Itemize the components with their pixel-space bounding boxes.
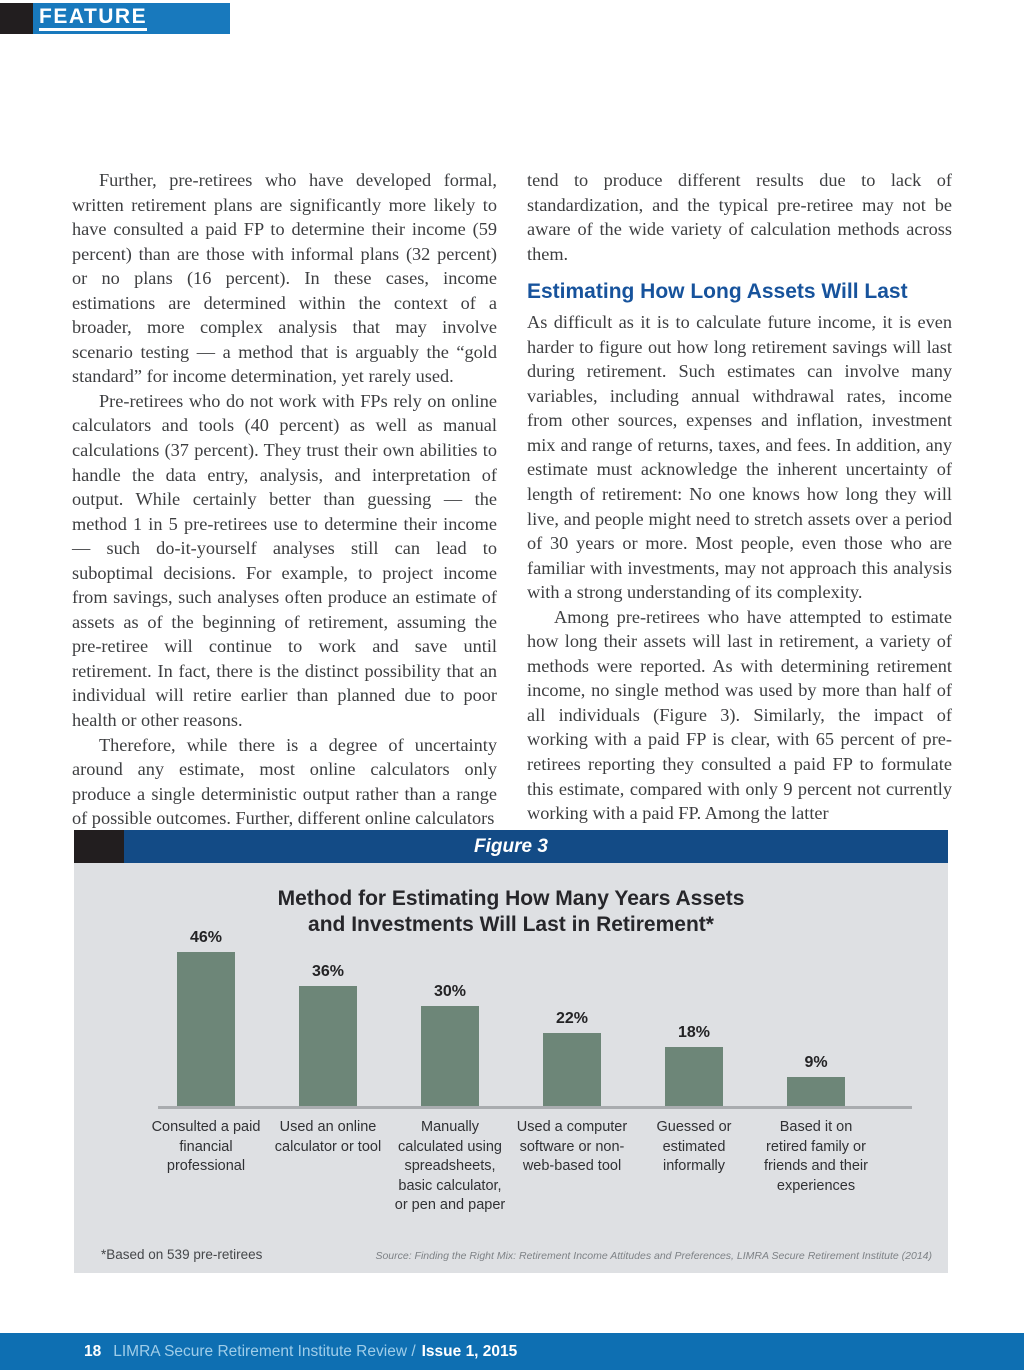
right-column <box>527 168 952 831</box>
figure-header-black-block <box>74 830 124 863</box>
bar-value-label: 46% <box>189 929 223 946</box>
feature-label: FEATURE <box>39 6 147 31</box>
section-heading: Estimating How Long Assets Will Last <box>527 280 908 304</box>
bar-category-label: Consulted a paid financial professional <box>151 1119 261 1174</box>
bar-value-label: 30% <box>433 983 467 1000</box>
bar <box>421 1006 479 1108</box>
bar-value-label: 36% <box>311 962 345 980</box>
bar <box>177 952 235 1108</box>
chart-title-line: and Investments Will Last in Retirement* <box>308 913 714 936</box>
left-column <box>72 168 497 831</box>
x-axis-line <box>158 1106 912 1109</box>
bar-column <box>145 929 267 1108</box>
bar-column <box>755 929 877 1108</box>
paragraph: Therefore, while there is a degree of uncertainty around any estimate, most online calculators only produce a single deterministic output rather than a range of possible outcomes. Further, different online calculators <box>72 734 497 829</box>
journal-name: LIMRA Secure Retirement Institute Review / <box>113 1342 416 1360</box>
page-footer <box>0 1333 1024 1370</box>
figure-header <box>74 830 948 863</box>
bar-category-label: Used an online calculator or tool <box>274 1119 382 1155</box>
bar-column <box>511 929 633 1108</box>
figure-source: Source: Finding the Right Mix: Retirement Income Attitudes and Preferences, LIMRA Secure Retirement Institute (2014) <box>375 1250 932 1262</box>
figure-footrow <box>101 1247 932 1262</box>
bar-chart-plot <box>145 929 877 1108</box>
bar-category-label: Based it on retired family or friends and their experiences <box>764 1119 868 1194</box>
bar <box>299 986 357 1108</box>
banner-blue-block <box>33 3 230 34</box>
paragraph: tend to produce different results due to lack of standardization, and the typical pre-retiree may not be aware of the wide variety of calculation methods across them. <box>527 170 952 264</box>
bar <box>543 1033 601 1108</box>
bar-chart-categories <box>145 1118 877 1216</box>
feature-banner <box>0 3 230 34</box>
bar-column <box>267 929 389 1108</box>
figure-header-blue-bar <box>124 830 948 863</box>
bar-value-label: 18% <box>677 1023 711 1041</box>
paragraph: Among pre-retirees who have attempted to estimate how long their assets will last in retirement, a variety of methods were reported. As with determining retirement income, no single method was used by more than half of all individuals (Figure 3). Similarly, the impact of working with a paid FP is clear, with 65 percent of pre-retirees reporting they consulted a paid FP to formulate this estimate, compared with only 9 percent not currently working with a paid FP. Among the latter <box>527 606 952 824</box>
paragraph: Further, pre-retirees who have developed formal, written retirement plans are significantly more likely to have consulted a paid FP to determine their income (59 percent) than are those with informal plans (32 percent) or no plans (16 percent). In these cases, income estimations are determined within the context of a broader, more complex analysis that may involve scenario testing — a method that is arguably the “gold standard” for income determination, yet rarely used. <box>72 170 497 387</box>
page-number: 18 <box>84 1342 102 1360</box>
bar-column <box>633 929 755 1108</box>
bar-value-label: 9% <box>804 1054 828 1072</box>
paragraph: As difficult as it is to calculate future income, it is even harder to figure out how long retirement savings will last during retirement. Such estimates can involve many variables, including annual withdrawal rates, income from other sources, expenses and inflation, investment mix and range of returns, taxes, and fees. In addition, any estimate must acknowledge the inherent uncertainty of length of retirement: No one knows how long they will live, and people might need to stretch assets over a period of 30 years or more. Most people, even those who are familiar with investments, may not approach this analysis with a strong understanding of its complexity. <box>527 312 952 603</box>
banner-black-block <box>0 3 33 34</box>
article-body <box>72 168 952 831</box>
figure-3 <box>74 830 948 1273</box>
bar-category-label: Manually calculated using spreadsheets, basic calculator, or pen and paper <box>394 1119 506 1213</box>
chart-title <box>74 863 948 938</box>
bar-value-label: 22% <box>555 1010 589 1028</box>
issue-label: Issue 1, 2015 <box>421 1342 518 1360</box>
chart-title-line: Method for Estimating How Many Years Assets <box>277 887 745 910</box>
paragraph: Pre-retirees who do not work with FPs rely on online calculators and tools (40 percent) as well as manual calculations (37 percent). They trust their own abilities to handle the data entry, analysis, and interpretation of output. While certainly better than guessing — the method 1 in 5 pre-retirees use to determine their income — such do-it-yourself analyses still can lead to suboptimal decisions. For example, to project income from savings, such analyses often produce an estimate of assets as of the beginning of retirement, assuming the pre-retiree will continue to work and save until retirement. In fact, there is the distinct possibility that an individual will retire earlier than planned due to poor health or other reasons. <box>72 390 497 731</box>
bar <box>787 1077 845 1108</box>
bar-column <box>389 929 511 1108</box>
bar-chart <box>74 863 948 1273</box>
bar-category-label: Guessed or estimated informally <box>656 1119 732 1174</box>
figure-label: Figure 3 <box>474 835 548 857</box>
figure-footnote: *Based on 539 pre-retirees <box>101 1247 263 1262</box>
bar <box>665 1047 723 1108</box>
bar-category-label: Used a computer software or non-web-based tool <box>516 1119 628 1174</box>
